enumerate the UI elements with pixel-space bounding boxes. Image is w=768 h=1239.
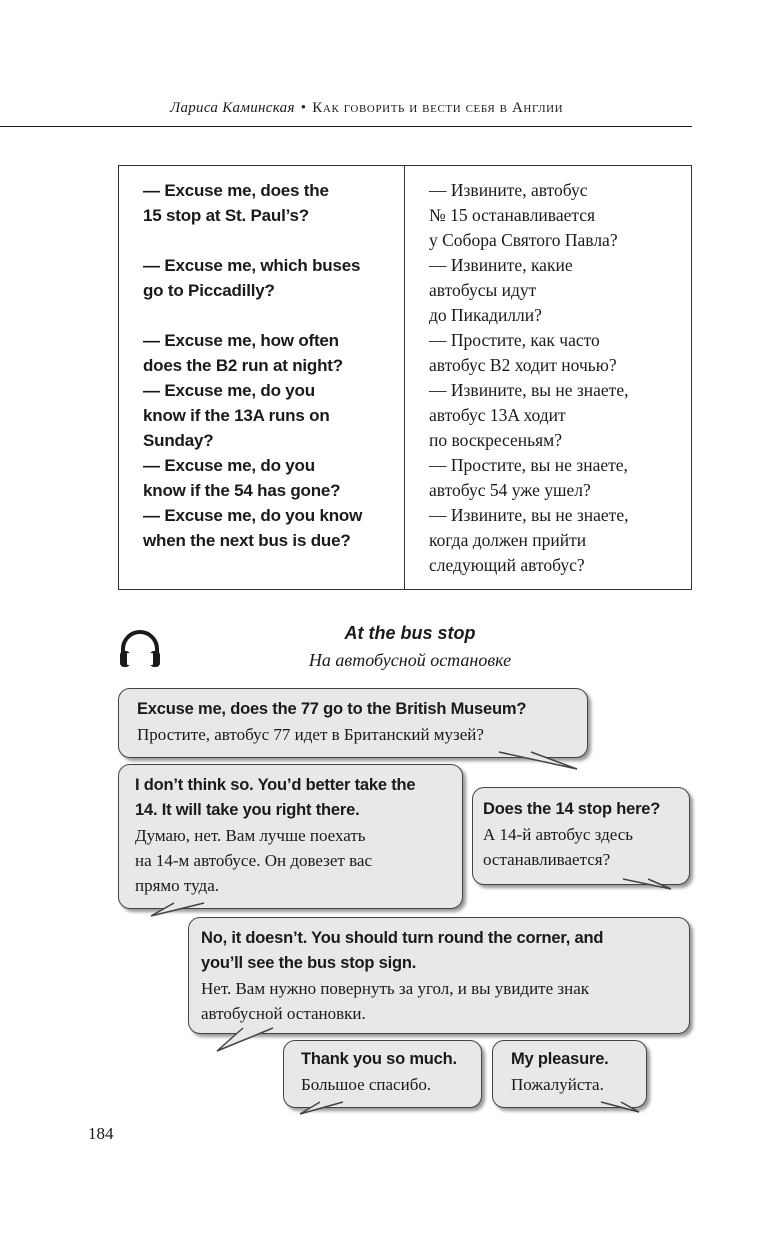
dialogue-title-en: At the bus stop — [344, 623, 476, 643]
russian-column — [405, 166, 691, 589]
bubble-tail — [623, 879, 673, 893]
bubble-english-line: Does the 14 stop here? — [483, 800, 661, 818]
english-line: know if the 54 has gone? — [143, 481, 341, 500]
phrase-table — [118, 165, 692, 590]
bubble-english-line: No, it doesn’t. You should turn round the corner, and — [201, 929, 604, 947]
speech-bubble — [188, 917, 690, 1034]
russian-line: автобусы идут — [429, 280, 537, 300]
speech-bubble — [118, 764, 463, 909]
header-bullet: • — [300, 100, 307, 116]
russian-line: автобус B2 ходит ночью? — [429, 355, 617, 375]
bubble-english-line: 14. It will take you right there. — [135, 801, 360, 819]
english-line: know if the 13A runs on — [143, 406, 330, 425]
bubble-russian-line: останавливается? — [483, 850, 611, 869]
russian-line: у Собора Святого Павла? — [429, 230, 618, 250]
bubble-english-line: My pleasure. — [511, 1050, 609, 1068]
bubble-russian-line: А 14-й автобус здесь — [483, 825, 634, 844]
bubble-tail — [298, 1102, 348, 1118]
russian-line: автобус 13A ходит — [429, 405, 566, 425]
bubble-russian-line: Большое спасибо. — [301, 1075, 432, 1094]
bubble-russian-line: Думаю, нет. Вам лучше поехать — [135, 826, 366, 845]
bubble-tail — [215, 1028, 277, 1054]
english-line: when the next bus is due? — [143, 531, 351, 550]
english-line: — Excuse me, do you — [143, 456, 315, 475]
bubble-russian-line: на 14-м автобусе. Он довезет вас — [135, 851, 373, 870]
bubble-english-line: Excuse me, does the 77 go to the British Museum? — [137, 700, 527, 718]
speech-bubble — [492, 1040, 647, 1108]
russian-line: автобус 54 уже ушел? — [429, 480, 591, 500]
bubble-russian-line: прямо туда. — [135, 876, 220, 895]
speech-bubble — [118, 688, 588, 758]
russian-line: — Простите, как часто — [429, 330, 600, 350]
russian-line: до Пикадилли? — [429, 305, 542, 325]
running-header — [170, 100, 563, 117]
russian-line: следующий автобус? — [429, 555, 585, 575]
bubble-english-line: Thank you so much. — [301, 1050, 457, 1068]
bubble-russian-line: Нет. Вам нужно повернуть за угол, и вы увидите знак — [201, 979, 590, 998]
speech-bubble — [283, 1040, 482, 1108]
speech-bubble — [472, 787, 690, 885]
bubble-tail — [499, 752, 579, 772]
russian-line: — Простите, вы не знаете, — [429, 455, 628, 475]
english-column — [119, 166, 405, 589]
header-rule — [0, 126, 692, 127]
bubble-russian-line: Простите, автобус 77 идет в Британский музей? — [137, 725, 484, 744]
spacer — [143, 228, 394, 253]
russian-line: — Извините, автобус — [429, 180, 588, 200]
russian-line: — Извините, вы не знаете, — [429, 505, 629, 525]
headphones-icon — [118, 627, 162, 669]
bubble-english-line: I don’t think so. You’d better take the — [135, 776, 416, 794]
english-line: Sunday? — [143, 431, 214, 450]
bubble-russian-line: автобусной остановки. — [201, 1004, 366, 1023]
header-book-title: Как говорить и вести себя в Англии — [312, 100, 564, 116]
bubble-tail — [601, 1102, 641, 1116]
russian-line: когда должен прийти — [429, 530, 587, 550]
english-line: — Excuse me, which buses — [143, 256, 361, 275]
english-line: — Excuse me, does the — [143, 181, 329, 200]
bubble-english-line: you’ll see the bus stop sign. — [201, 954, 417, 972]
english-line: — Excuse me, how often — [143, 331, 339, 350]
english-line: 15 stop at St. Paul’s? — [143, 206, 309, 225]
russian-line: № 15 останавливается — [429, 205, 596, 225]
english-line: go to Piccadilly? — [143, 281, 275, 300]
spacer — [143, 303, 394, 328]
header-author: Лариса Каминская — [170, 100, 295, 116]
russian-line: по воскресеньям? — [429, 430, 563, 450]
bubble-russian-line: Пожалуйста. — [511, 1075, 604, 1094]
russian-line: — Извините, какие — [429, 255, 573, 275]
english-line: — Excuse me, do you — [143, 381, 315, 400]
page-number: 184 — [88, 1124, 114, 1143]
english-line: — Excuse me, do you know — [143, 506, 363, 525]
english-line: does the B2 run at night? — [143, 356, 343, 375]
dialogue-title-ru: На автобусной остановке — [308, 650, 512, 670]
russian-line: — Извините, вы не знаете, — [429, 380, 629, 400]
